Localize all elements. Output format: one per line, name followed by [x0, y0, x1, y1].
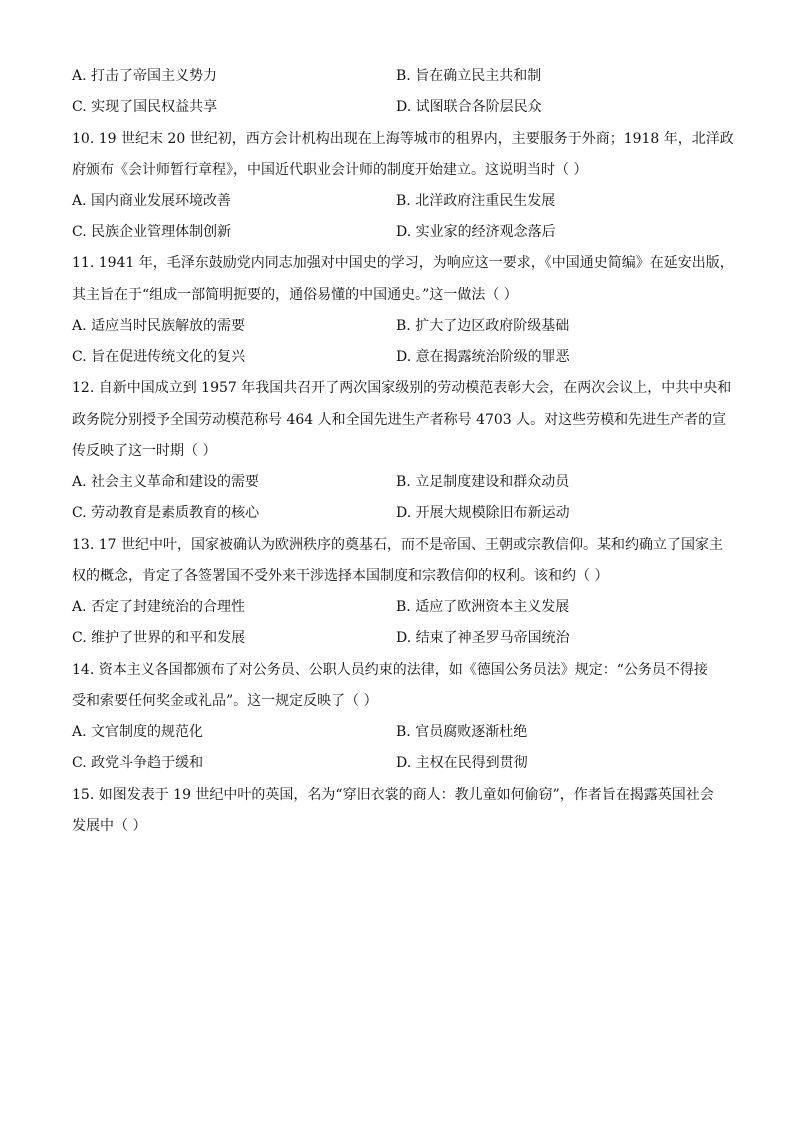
q14-option-d: D. 主权在民得到贯彻: [396, 755, 528, 771]
q10-option-a: A. 国内商业发展环境改善: [72, 193, 232, 209]
q12-option-a: A. 社会主义革命和建设的需要: [72, 474, 260, 490]
q13-option-c: C. 维护了世界的和平和发展: [72, 630, 246, 646]
q14-stem-line-1: 14. 资本主义各国都颁布了对公务员、公职人员约束的法律，如《德国公务员法》规定：“公务员不得接: [72, 662, 708, 678]
q12-option-d: D. 开展大规模除旧布新运动: [396, 505, 570, 521]
q11-stem-line-1: 11. 1941 年，毛泽东鼓励党内同志加强对中国史的学习，为响应这一要求，《中国通史简编》在延安出版，: [72, 255, 734, 271]
q13-option-a: A. 否定了封建统治的合理性: [72, 599, 246, 615]
q15-stem-line-2: 发展中（ ）: [72, 818, 147, 834]
q11-option-b: B. 扩大了边区政府阶级基础: [396, 318, 570, 334]
q14-option-a: A. 文官制度的规范化: [72, 724, 204, 740]
q14-option-c: C. 政党斗争趋于缓和: [72, 755, 204, 771]
q15-stem-line-1: 15. 如图发表于 19 世纪中叶的英国，名为“穿旧衣裳的商人：教儿童如何偷窃”，作者旨在揭露英国社会: [72, 787, 714, 803]
q12-option-c: C. 劳动教育是素质教育的核心: [72, 505, 260, 521]
q13-option-d: D. 结束了神圣罗马帝国统治: [396, 630, 570, 646]
q14-stem-line-2: 受和索要任何奖金或礼品”。这一规定反映了（ ）: [72, 693, 378, 709]
q10-stem-line-1: 10. 19 世纪末 20 世纪初，西方会计机构出现在上海等城市的租界内，主要服务于外商；1918 年，北洋政: [72, 131, 734, 147]
q10-option-b: B. 北洋政府注重民生发展: [396, 193, 556, 209]
q11-option-d: D. 意在揭露统治阶级的罪恶: [396, 349, 570, 365]
q12-option-b: B. 立足制度建设和群众动员: [396, 474, 570, 490]
q13-option-b: B. 适应了欧洲资本主义发展: [396, 599, 570, 615]
q12-stem-line-1: 12. 自新中国成立到 1957 年我国共召开了两次国家级别的劳动模范表彰大会，在两次会议上，中共中央和: [72, 380, 732, 396]
q10-option-d: D. 实业家的经济观念落后: [396, 224, 556, 240]
q9-option-c: C. 实现了国民权益共享: [72, 99, 218, 115]
q12-stem-line-2: 政务院分别授予全国劳动模范称号 464 人和全国先进生产者称号 4703 人。对这些劳模和先进生产者的宣: [72, 412, 727, 428]
q9-option-b: B. 旨在确立民主共和制: [396, 68, 542, 84]
q10-option-c: C. 民族企业管理体制创新: [72, 224, 232, 240]
q11-option-c: C. 旨在促进传统文化的复兴: [72, 349, 246, 365]
q12-stem-line-3: 传反映了这一时期（ ）: [72, 443, 217, 459]
q14-option-b: B. 官员腐败逐渐杜绝: [396, 724, 528, 740]
q11-option-a: A. 适应当时民族解放的需要: [72, 318, 246, 334]
q9-option-a: A. 打击了帝国主义势力: [72, 68, 218, 84]
q11-stem-line-2: 其主旨在于“组成一部简明扼要的，通俗易懂的中国通史。”这一做法（ ）: [72, 287, 518, 303]
q13-stem-line-1: 13. 17 世纪中叶，国家被确认为欧洲秩序的奠基石，而不是帝国、王朝或宗教信仰。某和约确立了国家主: [72, 537, 723, 553]
q9-option-d: D. 试图联合各阶层民众: [396, 99, 542, 115]
q10-stem-line-2: 府颁布《会计师暂行章程》，中国近代职业会计师的制度开始建立。这说明当时（ ）: [72, 162, 588, 178]
q13-stem-line-2: 权的概念，肯定了各签署国不受外来干涉选择本国制度和宗教信仰的权利。该和约（ ）: [72, 568, 609, 584]
